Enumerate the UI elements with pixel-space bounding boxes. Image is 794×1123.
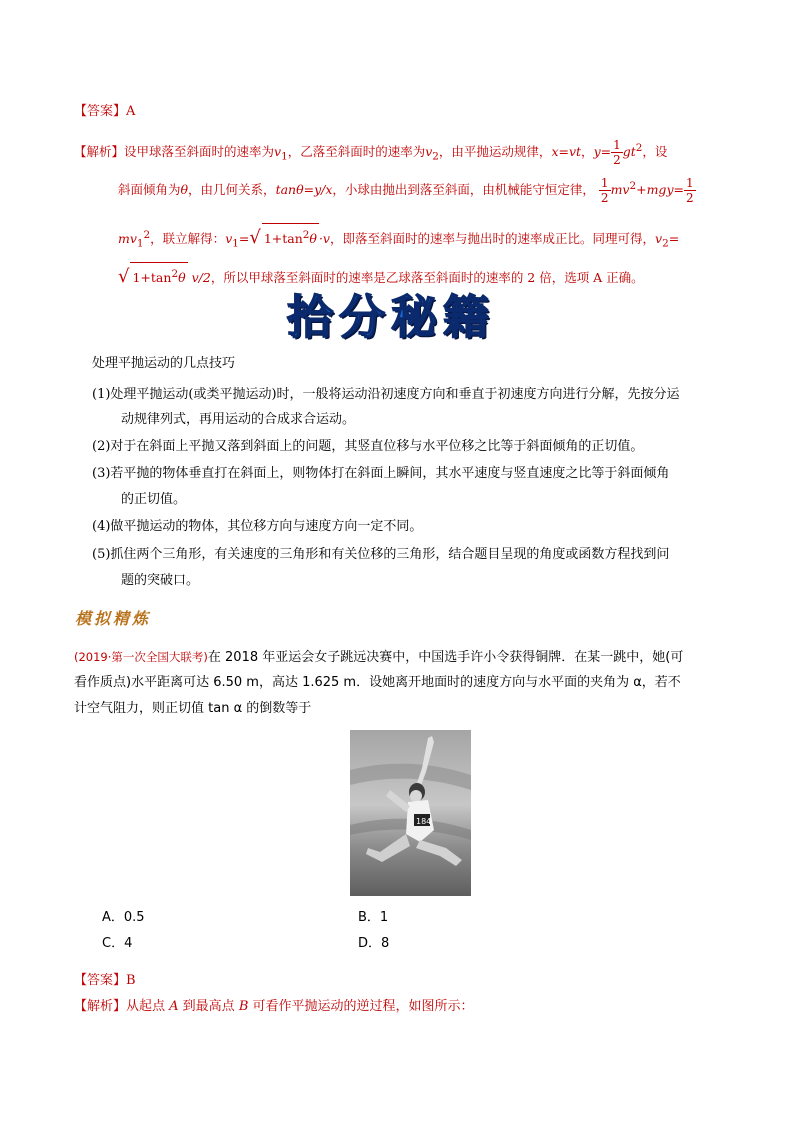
tip-line: (5)抓住两个三角形，有关速度的三角形和有关位移的三角形，结合题目呈现的角度或函数方程找到问 — [92, 547, 670, 562]
section-title: 模拟精炼 — [75, 609, 152, 628]
tip-line: (4)做平抛运动的物体，其位移方向与速度方向一定不同。 — [92, 519, 423, 534]
question-line-3: 计空气阻力，则正切值 tan α 的倒数等于 — [74, 701, 312, 716]
fraction-half-2: $\frac{1}{2}$ — [600, 176, 609, 206]
sqrt-expression-2: $1+\tan^2\theta$ — [130, 262, 187, 288]
option-a[interactable]: A．0.5 — [102, 910, 145, 925]
analysis-line-3: $mv_1^2$，联立解得：$v_1=√$ $1+\tan^2\theta \cdot v$，即落至斜面时的速率与抛出时的速率成正比。同理可得，$v_2=$ — [118, 223, 679, 254]
sqrt-expression: $1+\tan^2\theta$ — [262, 223, 319, 249]
analysis-line-4: √ $1+\tan^2\theta$ v/2，所以甲球落至斜面时的速率是乙球落至斜面时的速率的 2 倍，选项 A 正确。 — [118, 262, 644, 288]
tips-title: 处理平抛运动的几点技巧 — [92, 356, 236, 371]
tip-line: (3)若平抛的物体垂直打在斜面上，则物体打在斜面上瞬间，其水平速度与竖直速度之比等于斜面倾角 — [92, 466, 670, 481]
answer-line-1 — [74, 102, 135, 122]
athlete-illustration — [350, 730, 471, 896]
long-jump-photo — [350, 730, 471, 896]
banner-title: 拾分秘籍 — [287, 290, 495, 344]
fraction-half: $\frac{1}{2}$ — [613, 138, 621, 168]
tip-line: 题的突破口。 — [121, 573, 200, 588]
answer-line-2: 【答案】B — [74, 973, 136, 988]
option-b[interactable]: B．1 — [358, 910, 389, 925]
tip-line: 动规律列式，再用运动的合成求合运动。 — [121, 412, 356, 427]
analysis-line-1: 【解析】设甲球落至斜面时的速率为$v_1$，乙落至斜面时的速率为$v_2$，由平抛运动规律，x=vt，y= $\frac{1}{2}$ $gt^2$，设 — [74, 138, 668, 168]
answer-tag: 【答案】 — [74, 104, 127, 119]
question-source: (2019·第一次全国大联考) — [74, 650, 208, 664]
fraction-half-3: $\frac{1}{2}$ — [685, 176, 694, 206]
tips-banner — [287, 290, 503, 344]
option-c[interactable]: C．4 — [102, 936, 133, 951]
bib-number: 184 — [416, 817, 432, 826]
tip-line: 的正切值。 — [121, 492, 187, 507]
question-line-2: 看作质点)水平距离可达 6.50 m，高达 1.625 m．设她离开地面时的速度方向与水平面的夹角为 α，若不 — [74, 675, 681, 690]
analysis-line-5: 【解析】从起点 A 到最高点 B 可看作平抛运动的逆过程，如图所示： — [74, 999, 474, 1014]
tip-line: (2)对于在斜面上平抛又落到斜面上的问题，其竖直位移与水平位移之比等于斜面倾角的正切值。 — [92, 439, 644, 454]
option-d[interactable]: D．8 — [358, 936, 390, 951]
tip-line: (1)处理平抛运动(或类平抛运动)时，一般将运动沿初速度方向和垂直于初速度方向进行分解，先按分运 — [92, 387, 680, 402]
analysis-line-2: 斜面倾角为θ，由几何关系，tanθ=y/x，小球由抛出到落至斜面，由机械能守恒定律， $\frac{1}{2}$ $mv^2+mgy=$ $\frac{1}{2}$ — [118, 176, 694, 206]
question-line-1: (2019·第一次全国大联考)在 2018 年亚运会女子跳远决赛中，中国选手许小令获得铜牌．在某一跳中，她(可 — [74, 650, 684, 665]
answer-value: A — [126, 104, 136, 119]
